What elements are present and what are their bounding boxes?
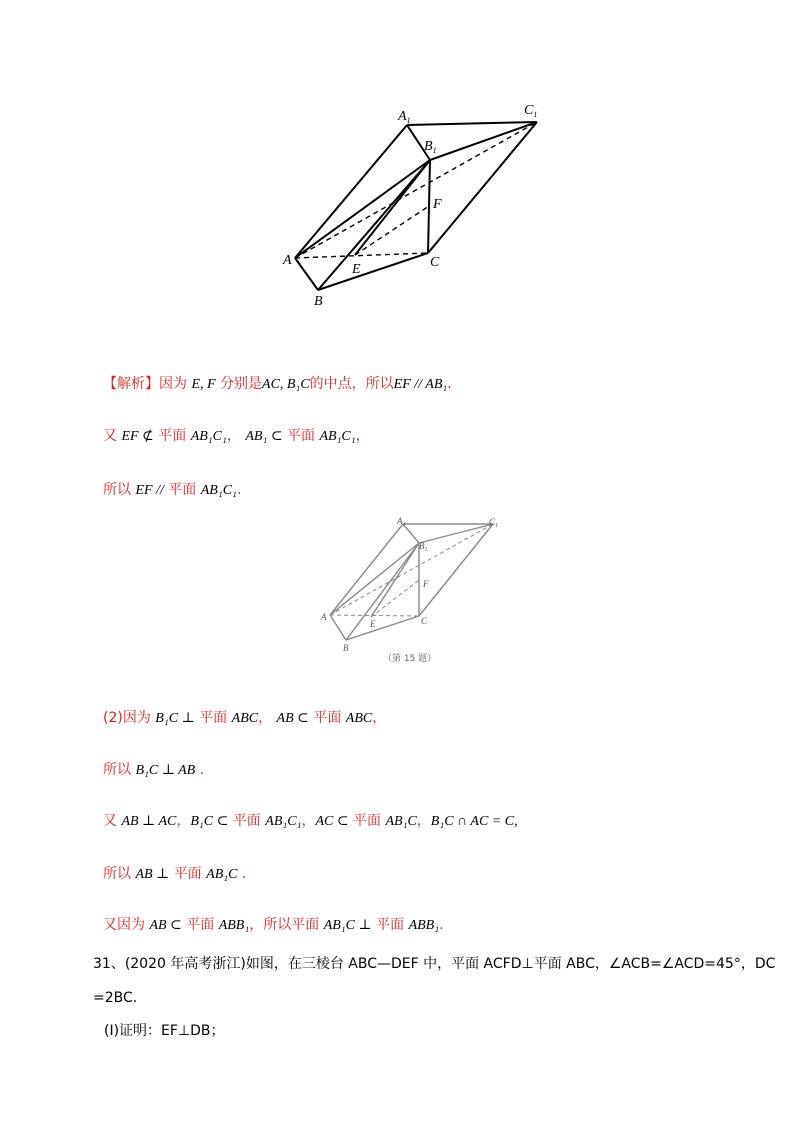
figure-prism-2 — [316, 512, 516, 672]
dashed-e-f — [355, 206, 429, 255]
fig2-label-c: C — [421, 616, 428, 626]
fig2-edge-b-c — [346, 616, 419, 640]
fig2-edge-a1-a — [330, 524, 403, 615]
label-f: F — [433, 197, 442, 212]
fig2-label-c1: $C_1$ — [489, 517, 499, 529]
question-31-line-1: 31、(2020 年高考浙江)如图，在三棱台 ABC—DEF 中，平面 ACFD⊥平面 ABC，∠ACB=∠ACD=45°，DC — [93, 956, 776, 972]
edge-a-b — [295, 258, 318, 290]
fig2-edge-c1-c — [419, 524, 493, 616]
analysis-tag: 【解析】 — [103, 376, 159, 392]
question-31-line-2: =2BC． — [93, 990, 147, 1006]
fig2-dashed-a-c — [330, 615, 419, 616]
label-b1: $B_1$ — [424, 139, 437, 155]
figure-prism-1-svg — [270, 95, 560, 320]
solution-line-3: 所以 EF // 平面 AB₁C₁. — [103, 482, 242, 498]
figure-caption: （第 15 题） — [383, 654, 437, 664]
edge-a-b1 — [295, 160, 430, 258]
fig2-label-a1: $A_1$ — [397, 516, 406, 528]
solution-line-4: (2)因为 B₁C ⊥ 平面 ABC， AB ⊂ 平面 ABC， — [103, 710, 387, 726]
label-c1: $C_1$ — [524, 103, 538, 119]
solution-line-5: 所以 B₁C ⊥ AB . — [103, 762, 205, 778]
fig2-edge-a-b1 — [330, 543, 419, 615]
fig2-edge-a-b — [330, 615, 346, 640]
label-b: B — [314, 294, 323, 309]
label-a: A — [283, 253, 292, 268]
fig2-edge-b1-c1 — [419, 524, 493, 543]
fig2-dashed-e-f — [371, 580, 419, 617]
fig2-label-a: A — [321, 612, 327, 622]
fig2-label-b1: $B_1$ — [419, 541, 428, 553]
solution-line-7: 所以 AB ⊥ 平面 AB₁C . — [103, 866, 247, 882]
question-31-part-1: (Ⅰ)证明：EF⊥DB； — [104, 1023, 225, 1039]
figure-prism-2-svg — [316, 512, 516, 672]
solution-line-8: 又因为 AB ⊂ 平面 ABB₁，所以平面 AB₁C ⊥ 平面 ABB₁. — [103, 917, 444, 933]
fig2-edge-b1-b — [346, 543, 419, 640]
label-a1: $A_1$ — [398, 109, 411, 125]
label-c: C — [430, 255, 440, 270]
solution-line-1: 【解析】因为 E, F 分别是AC, B₁C的中点，所以EF // AB₁. — [103, 376, 452, 392]
fig2-label-e: E — [370, 619, 376, 629]
solution-line-2: 又 EF ⊄ 平面 AB₁C₁， AB₁ ⊂ 平面 AB₁C₁， — [103, 428, 370, 444]
fig2-dashed-a-c1 — [330, 524, 493, 615]
edge-b1-c — [428, 160, 430, 253]
edge-a1-c1 — [407, 122, 537, 125]
solution-line-6: 又 AB ⊥ AC，B₁C ⊂ 平面 AB₁C₁，AC ⊂ 平面 AB₁C，B₁C ∩ AC = C, — [103, 813, 518, 829]
dashed-a-c1 — [295, 122, 537, 258]
edge-a1-a — [295, 125, 407, 258]
label-e: E — [352, 262, 361, 277]
figure-prism-1 — [270, 95, 560, 320]
dashed-a-c — [295, 253, 428, 258]
fig2-label-b: B — [343, 643, 349, 653]
fig2-label-f: F — [423, 579, 429, 589]
